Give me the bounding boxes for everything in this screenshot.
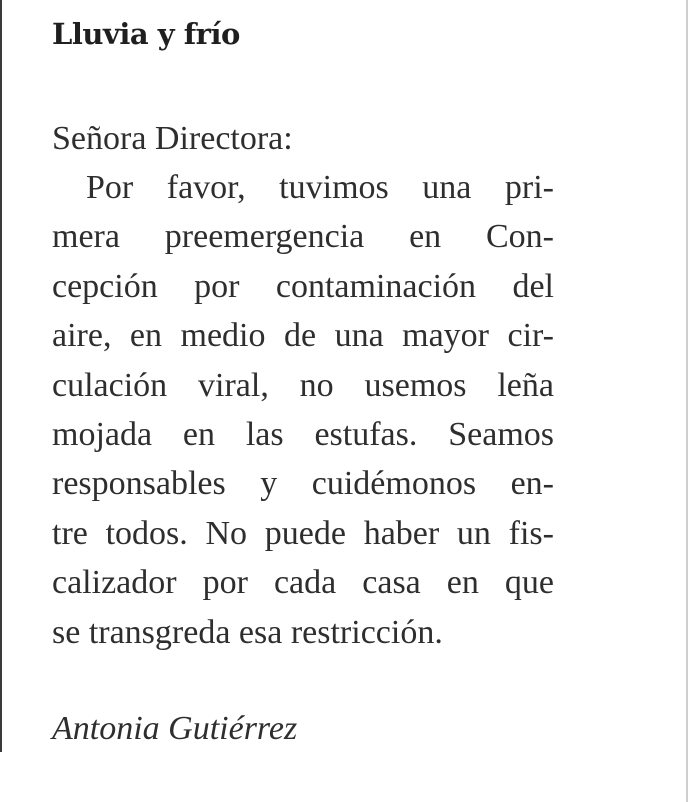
letter-salutation: Señora Directora: [52, 120, 293, 157]
letter-signature: Antonia Gutiérrez [52, 710, 298, 748]
letter-headline: Lluvia y frío [52, 17, 240, 51]
letter-body-line: tre todos. No puede haber un fis- [52, 514, 554, 552]
letter-body-line: cepción por contaminación del [52, 267, 554, 305]
letter-body-line: culación viral, no usemos leña [52, 366, 554, 404]
letter-body-line: mojada en las estufas. Seamos [52, 416, 554, 454]
letter-body-line: calizador por cada casa en que [52, 564, 554, 602]
letter-to-editor [52, 12, 554, 749]
letter-body-line: aire, en medio de una mayor cir- [52, 317, 554, 355]
letter-body-line: se transgreda esa restricción. [52, 613, 443, 651]
column-divider-left [0, 0, 2, 752]
letter-body-line: Por favor, tuvimos una pri- [86, 169, 554, 206]
letter-body-line: responsables y cuidémonos en- [52, 465, 554, 503]
letter-body-line: mera preemergencia en Con- [52, 218, 554, 256]
column-divider-right [686, 0, 688, 802]
letter-body [52, 163, 554, 657]
